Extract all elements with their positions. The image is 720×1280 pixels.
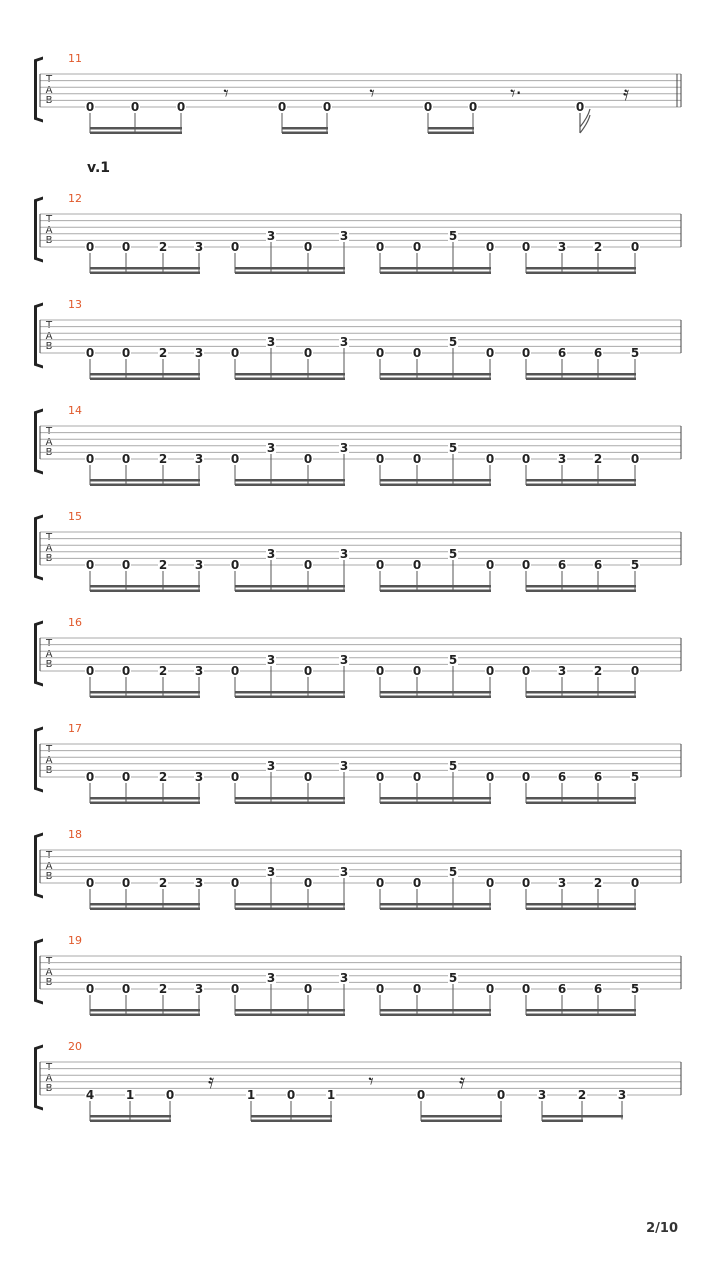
fret-number: 0 [521, 876, 531, 890]
fret-number: 0 [575, 100, 585, 114]
fret-number: 0 [521, 770, 531, 784]
fret-number: 3 [557, 452, 567, 466]
fret-number: 3 [557, 664, 567, 678]
fret-number: 2 [593, 240, 603, 254]
tab-clef-letter: B [45, 553, 53, 564]
fret-number: 5 [630, 558, 640, 572]
fret-number: 0 [423, 100, 433, 114]
section-label: v.1 [87, 160, 111, 176]
fret-number: 2 [577, 1088, 587, 1102]
fret-number: 5 [448, 865, 458, 879]
measure-number: 18 [68, 828, 82, 841]
beam [380, 378, 491, 381]
rest-symbol: 𝄾 [223, 81, 229, 105]
tab-clef-letter: T [45, 532, 53, 543]
tab-clef-letter: B [45, 95, 53, 106]
fret-number: 0 [521, 558, 531, 572]
fret-number: 3 [194, 558, 204, 572]
fret-number: 2 [158, 664, 168, 678]
beam [526, 484, 636, 487]
staff [0, 728, 720, 818]
fret-number: 6 [593, 558, 603, 572]
beam [282, 132, 328, 135]
tab-clef-letter: B [45, 977, 53, 988]
tab-clef-letter: T [45, 320, 53, 331]
fret-number: 5 [630, 346, 640, 360]
beam [90, 908, 200, 911]
tab-system [0, 1040, 720, 1126]
fret-number: 0 [303, 452, 313, 466]
fret-number: 0 [121, 240, 131, 254]
beam [526, 373, 636, 376]
tab-clef-letter: T [45, 426, 53, 437]
fret-number: 3 [339, 335, 349, 349]
fret-number: 0 [375, 982, 385, 996]
beam [526, 696, 636, 699]
tab-clef-letter: A [45, 648, 53, 660]
fret-number: 3 [194, 982, 204, 996]
tab-clef-letter: A [45, 860, 53, 872]
beam [526, 691, 636, 694]
beam [421, 1115, 502, 1118]
tab-clef-letter: B [45, 1083, 53, 1094]
fret-number: 0 [121, 452, 131, 466]
tab-clef-letter: T [45, 638, 53, 649]
tab-system [0, 298, 720, 384]
fret-number: 0 [496, 1088, 506, 1102]
beam [380, 484, 491, 487]
fret-number: 3 [339, 547, 349, 561]
staff [0, 410, 720, 500]
measure-number: 11 [68, 52, 82, 65]
fret-number: 5 [448, 759, 458, 773]
fret-number: 0 [375, 240, 385, 254]
fret-number: 3 [194, 346, 204, 360]
beam [251, 1115, 332, 1118]
tab-clef-letter: A [45, 436, 53, 448]
fret-number: 0 [375, 664, 385, 678]
fret-number: 0 [230, 240, 240, 254]
fret-number: 0 [165, 1088, 175, 1102]
beam [235, 378, 345, 381]
beam [380, 691, 491, 694]
fret-number: 3 [557, 876, 567, 890]
fret-number: 0 [303, 982, 313, 996]
fret-number: 3 [266, 865, 276, 879]
fret-number: 0 [85, 100, 95, 114]
fret-number: 3 [339, 759, 349, 773]
measure-number: 20 [68, 1040, 82, 1053]
fret-number: 0 [485, 452, 495, 466]
fret-number: 0 [303, 240, 313, 254]
fret-number: 2 [158, 770, 168, 784]
fret-number: 0 [303, 876, 313, 890]
beam [282, 127, 328, 130]
fret-number: 0 [85, 982, 95, 996]
beam [380, 1014, 491, 1017]
beam [526, 378, 636, 381]
beam [235, 484, 345, 487]
tab-system [0, 192, 720, 278]
fret-number: 2 [593, 876, 603, 890]
page-number: 2/10 [646, 1221, 678, 1236]
fret-number: 0 [286, 1088, 296, 1102]
fret-number: 3 [339, 971, 349, 985]
tab-clef-letter: T [45, 744, 53, 755]
fret-number: 0 [121, 664, 131, 678]
fret-number: 5 [448, 335, 458, 349]
rest-symbol: 𝄿 [207, 1069, 215, 1093]
fret-number: 0 [303, 346, 313, 360]
beam-gap [583, 1120, 624, 1123]
beam [235, 797, 345, 800]
fret-number: 2 [158, 240, 168, 254]
beam [526, 479, 636, 482]
beam [380, 585, 491, 588]
fret-number: 0 [322, 100, 332, 114]
fret-number: 3 [339, 653, 349, 667]
fret-number: 0 [375, 770, 385, 784]
beam [235, 908, 345, 911]
fret-number: 0 [485, 770, 495, 784]
beam [235, 585, 345, 588]
fret-number: 0 [485, 558, 495, 572]
beam [90, 479, 200, 482]
rest-symbol: 𝄾 [369, 81, 375, 105]
fret-number: 1 [246, 1088, 256, 1102]
rest-symbol: 𝄾· [510, 81, 522, 105]
tab-clef-letter: B [45, 447, 53, 458]
fret-number: 0 [303, 664, 313, 678]
tab-clef-letter: T [45, 74, 53, 85]
fret-number: 0 [412, 558, 422, 572]
fret-number: 3 [617, 1088, 627, 1102]
fret-number: 0 [485, 876, 495, 890]
fret-number: 0 [416, 1088, 426, 1102]
tab-clef-letter: B [45, 235, 53, 246]
fret-number: 0 [230, 452, 240, 466]
fret-number: 0 [412, 982, 422, 996]
fret-number: 5 [630, 982, 640, 996]
tab-clef-letter: T [45, 850, 53, 861]
beam [235, 479, 345, 482]
fret-number: 0 [630, 664, 640, 678]
fret-number: 0 [277, 100, 287, 114]
tab-clef-letter: A [45, 1072, 53, 1084]
tab-system [0, 722, 720, 808]
tab-system [0, 934, 720, 1020]
fret-number: 3 [266, 441, 276, 455]
tab-system [0, 52, 720, 138]
fret-number: 3 [266, 653, 276, 667]
staff [0, 516, 720, 606]
tab-clef-letter: A [45, 542, 53, 554]
fret-number: 1 [125, 1088, 135, 1102]
fret-number: 0 [521, 452, 531, 466]
fret-number: 3 [194, 770, 204, 784]
fret-number: 5 [448, 441, 458, 455]
fret-number: 3 [339, 865, 349, 879]
beam [235, 696, 345, 699]
beam [90, 1115, 171, 1118]
beam [90, 127, 182, 130]
staff [0, 304, 720, 394]
tab-system [0, 510, 720, 596]
fret-number: 5 [448, 547, 458, 561]
fret-number: 0 [121, 982, 131, 996]
fret-number: 0 [230, 664, 240, 678]
fret-number: 0 [485, 346, 495, 360]
fret-number: 0 [85, 664, 95, 678]
fret-number: 0 [85, 558, 95, 572]
staff [0, 622, 720, 712]
tab-clef-letter: B [45, 659, 53, 670]
fret-number: 3 [266, 971, 276, 985]
fret-number: 6 [593, 346, 603, 360]
fret-number: 0 [412, 770, 422, 784]
beam [235, 802, 345, 805]
fret-number: 0 [412, 452, 422, 466]
fret-number: 0 [121, 558, 131, 572]
measure-number: 14 [68, 404, 82, 417]
fret-number: 0 [230, 770, 240, 784]
beam [90, 1009, 200, 1012]
fret-number: 0 [303, 558, 313, 572]
tab-clef-letter: B [45, 871, 53, 882]
beam [235, 373, 345, 376]
fret-number: 6 [557, 770, 567, 784]
fret-number: 3 [537, 1088, 547, 1102]
beam [90, 802, 200, 805]
fret-number: 0 [485, 664, 495, 678]
staff [0, 1046, 720, 1136]
fret-number: 5 [448, 653, 458, 667]
staff [0, 940, 720, 1030]
beam [526, 1009, 636, 1012]
fret-number: 0 [412, 346, 422, 360]
fret-number: 0 [375, 876, 385, 890]
beam [235, 691, 345, 694]
fret-number: 0 [521, 982, 531, 996]
measure-number: 16 [68, 616, 82, 629]
tab-clef-letter: A [45, 224, 53, 236]
tab-clef-letter: T [45, 1062, 53, 1073]
fret-number: 0 [230, 982, 240, 996]
fret-number: 3 [194, 876, 204, 890]
beam [90, 484, 200, 487]
tab-system [0, 404, 720, 490]
tab-clef-letter: A [45, 84, 53, 96]
fret-number: 0 [121, 770, 131, 784]
fret-number: 3 [266, 759, 276, 773]
beam [90, 691, 200, 694]
fret-number: 5 [630, 770, 640, 784]
beam [526, 903, 636, 906]
beam [235, 267, 345, 270]
beam [380, 373, 491, 376]
beam [90, 585, 200, 588]
beam [90, 903, 200, 906]
fret-number: 0 [375, 346, 385, 360]
fret-number: 5 [448, 229, 458, 243]
fret-number: 0 [485, 240, 495, 254]
beam [380, 272, 491, 275]
fret-number: 3 [266, 335, 276, 349]
tab-system [0, 616, 720, 702]
fret-number: 0 [412, 876, 422, 890]
beam [526, 590, 636, 593]
fret-number: 6 [593, 770, 603, 784]
beam [235, 903, 345, 906]
fret-number: 2 [158, 558, 168, 572]
fret-number: 0 [85, 346, 95, 360]
beam [380, 797, 491, 800]
beam [526, 585, 636, 588]
staff [0, 58, 720, 148]
beam [526, 908, 636, 911]
rest-symbol: 𝄿 [622, 81, 630, 105]
fret-number: 3 [194, 664, 204, 678]
beam [90, 373, 200, 376]
fret-number: 0 [303, 770, 313, 784]
beam [380, 908, 491, 911]
fret-number: 0 [630, 452, 640, 466]
beam [526, 272, 636, 275]
fret-number: 0 [375, 452, 385, 466]
beam [90, 272, 200, 275]
measure-number: 17 [68, 722, 82, 735]
measure-number: 15 [68, 510, 82, 523]
fret-number: 3 [339, 441, 349, 455]
measure-number: 13 [68, 298, 82, 311]
staff [0, 834, 720, 924]
beam [90, 1120, 171, 1123]
fret-number: 0 [521, 664, 531, 678]
fret-number: 1 [326, 1088, 336, 1102]
fret-number: 6 [593, 982, 603, 996]
fret-number: 0 [412, 240, 422, 254]
measure-number: 12 [68, 192, 82, 205]
beam [235, 1009, 345, 1012]
fret-number: 0 [121, 876, 131, 890]
fret-number: 0 [121, 346, 131, 360]
beam [251, 1120, 332, 1123]
rest-symbol: 𝄿 [458, 1069, 466, 1093]
fret-number: 6 [557, 558, 567, 572]
fret-number: 3 [266, 547, 276, 561]
beam [90, 696, 200, 699]
beam [380, 1009, 491, 1012]
fret-number: 0 [630, 240, 640, 254]
tab-clef-letter: T [45, 956, 53, 967]
fret-number: 3 [266, 229, 276, 243]
fret-number: 2 [593, 452, 603, 466]
fret-number: 0 [85, 240, 95, 254]
fret-number: 0 [230, 876, 240, 890]
fret-number: 0 [230, 558, 240, 572]
fret-number: 2 [158, 982, 168, 996]
fret-number: 0 [521, 240, 531, 254]
beam [90, 590, 200, 593]
beam [380, 802, 491, 805]
fret-number: 0 [468, 100, 478, 114]
fret-number: 0 [630, 876, 640, 890]
beam [428, 127, 474, 130]
fret-number: 4 [85, 1088, 95, 1102]
fret-number: 0 [85, 452, 95, 466]
beam [90, 1014, 200, 1017]
beam [380, 590, 491, 593]
fret-number: 5 [448, 971, 458, 985]
fret-number: 3 [557, 240, 567, 254]
tab-system [0, 828, 720, 914]
fret-number: 3 [194, 240, 204, 254]
fret-number: 0 [130, 100, 140, 114]
beam [380, 903, 491, 906]
fret-number: 2 [158, 346, 168, 360]
beam [90, 132, 182, 135]
fret-number: 0 [230, 346, 240, 360]
beam [235, 272, 345, 275]
beam [421, 1120, 502, 1123]
fret-number: 2 [158, 452, 168, 466]
fret-number: 3 [194, 452, 204, 466]
fret-number: 0 [485, 982, 495, 996]
beam [90, 267, 200, 270]
rest-symbol: 𝄾 [368, 1069, 374, 1093]
beam [526, 797, 636, 800]
tab-clef-letter: B [45, 341, 53, 352]
tab-clef-letter: A [45, 330, 53, 342]
fret-number: 0 [176, 100, 186, 114]
fret-number: 3 [339, 229, 349, 243]
tab-clef-letter: B [45, 765, 53, 776]
fret-number: 0 [412, 664, 422, 678]
fret-number: 2 [593, 664, 603, 678]
beam [526, 1014, 636, 1017]
staff [0, 198, 720, 288]
tab-clef-letter: A [45, 966, 53, 978]
fret-number: 0 [85, 770, 95, 784]
beam [380, 267, 491, 270]
fret-number: 0 [85, 876, 95, 890]
beam [90, 797, 200, 800]
measure-number: 19 [68, 934, 82, 947]
beam [90, 378, 200, 381]
beam [428, 132, 474, 135]
beam [235, 590, 345, 593]
beam [235, 1014, 345, 1017]
fret-number: 0 [521, 346, 531, 360]
fret-number: 6 [557, 982, 567, 996]
beam [380, 696, 491, 699]
fret-number: 0 [375, 558, 385, 572]
beam [542, 1115, 623, 1118]
beam [526, 267, 636, 270]
beam [380, 479, 491, 482]
fret-number: 2 [158, 876, 168, 890]
tab-clef-letter: A [45, 754, 53, 766]
fret-number: 6 [557, 346, 567, 360]
tab-clef-letter: T [45, 214, 53, 225]
beam [526, 802, 636, 805]
